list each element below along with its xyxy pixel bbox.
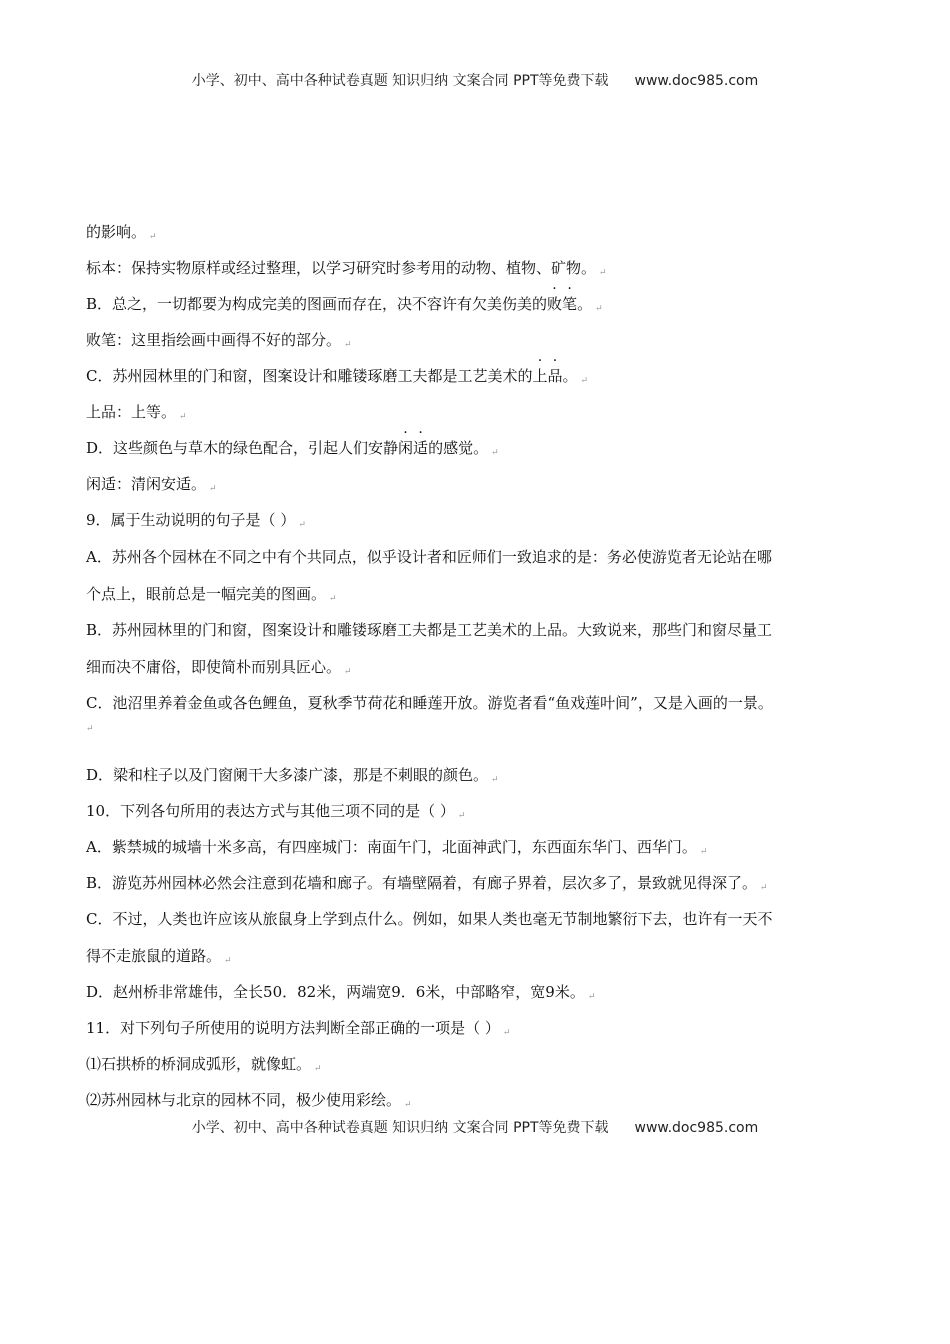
text-line: D．这些颜色与草木的绿色配合，引起人们安静闲适的感觉。 ↵ <box>86 439 499 458</box>
text-line: D．赵州桥非常雄伟，全长50．82米，两端宽9．6米，中部略窄，宽9米。 ↵ <box>86 983 596 1002</box>
question-9: 9．属于生动说明的句子是（ ） ↵ <box>86 511 306 530</box>
text-line: A．紫禁城的城墙十米多高，有四座城门：南面午门，北面神武门，东西面东华门、西华门。 ↵ <box>86 838 708 857</box>
footer-banner <box>0 1117 950 1137</box>
emphasis-char: 品 <box>547 367 563 385</box>
text-line: ↵ <box>86 724 94 734</box>
emphasis-char: 闲 <box>398 439 414 457</box>
banner-text: 小学、初中、高中各种试卷真题 知识归纳 文案合同 PPT等免费下载 <box>191 73 609 89</box>
text-line: ⑵苏州园林与北京的园林不同，极少使用彩绘。 ↵ <box>86 1091 412 1110</box>
question-10: 10．下列各句所用的表达方式与其他三项不同的是（ ） ↵ <box>86 802 466 821</box>
text-line: 闲适：清闲安适。 ↵ <box>86 475 217 494</box>
text-line: B．苏州园林里的门和窗，图案设计和雕镂琢磨工夫都是工艺美术的上品。大致说来，那些门和窗尽量工 <box>86 621 773 639</box>
text-line: C．池沼里养着金鱼或各色鲤鱼，夏秋季节荷花和睡莲开放。游览者看“鱼戏莲叶间”，又是入画的一景。 <box>86 694 773 712</box>
question-11: 11．对下列句子所使用的说明方法判断全部正确的一项是（ ） ↵ <box>86 1019 511 1038</box>
banner-url[interactable]: www.doc985.com <box>634 73 759 89</box>
text-line: 得不走旅鼠的道路。 ↵ <box>86 947 232 966</box>
banner-text: 小学、初中、高中各种试卷真题 知识归纳 文案合同 PPT等免费下载 <box>191 1120 609 1136</box>
text-line: A．苏州各个园林在不同之中有个共同点，似乎设计者和匠师们一致追求的是：务必使游览者无论站在哪 <box>86 548 772 566</box>
text-line: 标本：保持实物原样或经过整理，以学习研究时参考用的动物、植物、矿物。 ↵ <box>86 259 607 278</box>
text-line: 细而决不庸俗，即使简朴而别具匠心。 ↵ <box>86 658 352 677</box>
emphasis-char: 适 <box>413 439 429 457</box>
emphasis-char: 败 <box>547 295 563 313</box>
text-line: C．苏州园林里的门和窗，图案设计和雕镂琢磨工夫都是工艺美术的上品。 ↵ <box>86 367 589 386</box>
text-line: 上品：上等。 ↵ <box>86 403 187 422</box>
text-line: C．不过，人类也许应该从旅鼠身上学到点什么。例如，如果人类也毫无节制地繁衍下去，也许有一天不 <box>86 910 773 928</box>
header-banner <box>0 70 950 90</box>
banner-url[interactable]: www.doc985.com <box>634 1120 759 1136</box>
emphasis-char: 上 <box>532 367 548 385</box>
text-line: 的影响。 ↵ <box>86 223 157 242</box>
text-line: B．总之，一切都要为构成完美的图画而存在，决不容许有欠美伤美的败笔。 ↵ <box>86 295 603 314</box>
emphasis-char: 笔 <box>562 295 578 313</box>
text-line: D．梁和柱子以及门窗阑干大多漆广漆，那是不刺眼的颜色。 ↵ <box>86 766 499 785</box>
text-line: B．游览苏州园林必然会注意到花墙和廊子。有墙壁隔着，有廊子界着，层次多了，景致就见得深了。 ↵ <box>86 874 768 893</box>
text-line: ⑴石拱桥的桥洞成弧形，就像虹。 ↵ <box>86 1055 322 1074</box>
text-line: 败笔：这里指绘画中画得不好的部分。 ↵ <box>86 331 352 350</box>
text-line: 个点上，眼前总是一幅完美的图画。 ↵ <box>86 585 337 604</box>
